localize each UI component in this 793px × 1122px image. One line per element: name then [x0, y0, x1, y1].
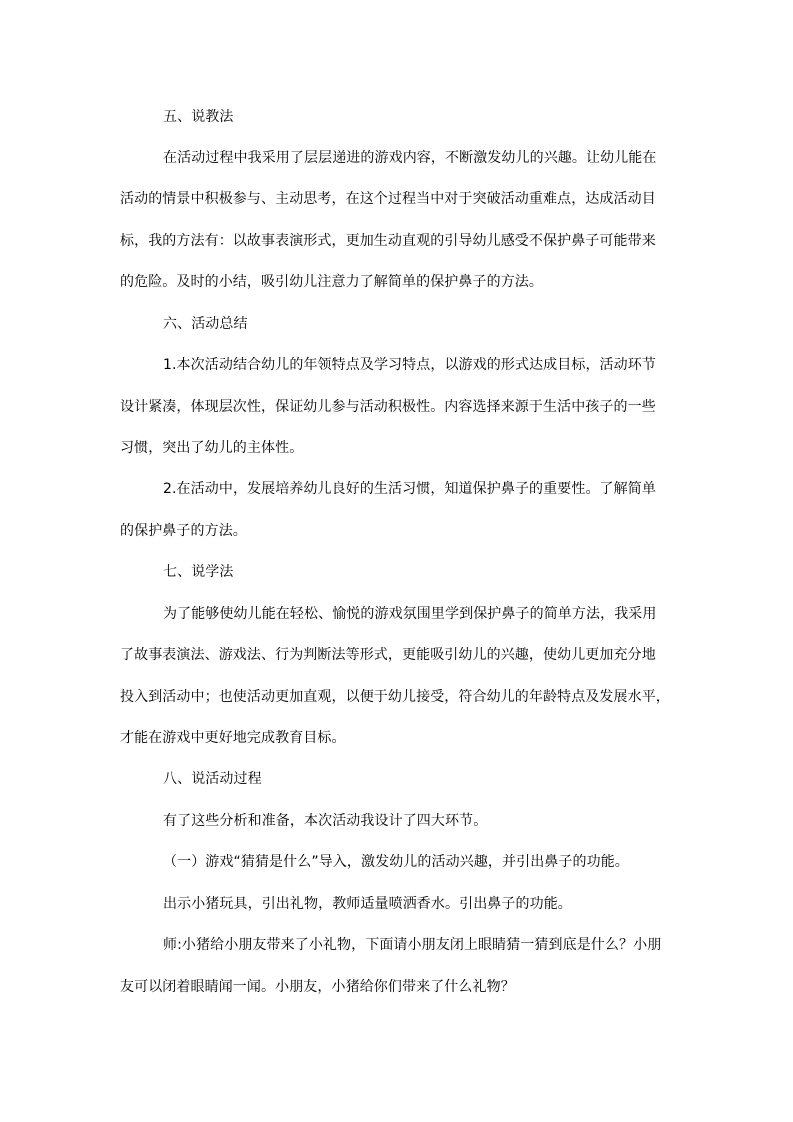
paragraph-line: 设计紧凑，体现层次性，保证幼儿参与活动积极性。内容选择来源于生活中孩子的一些: [120, 399, 656, 415]
paragraph-line: （一）游戏“猜猜是什么”导入，激发幼儿的活动兴趣，并引出鼻子的功能。: [163, 854, 629, 870]
paragraph-line: 的危险。及时的小结，吸引幼儿注意力了解简单的保护鼻子的方法。: [120, 274, 543, 290]
paragraph-line: 习惯，突出了幼儿的主体性。: [120, 440, 304, 456]
paragraph-line: 2.在活动中，发展培养幼儿良好的生活习惯，知道保护鼻子的重要性。了解简单: [163, 481, 656, 497]
heading-teaching-method: 五、说教法: [163, 109, 234, 125]
paragraph-line: 才能在游戏中更好地完成教育目标。: [120, 730, 346, 746]
paragraph-line: 出示小猪玩具，引出礼物，教师适量喷洒香水。引出鼻子的功能。: [163, 896, 572, 912]
paragraph-line: 友可以闭着眼睛闻一闻。小朋友，小猪给你们带来了什么礼物？: [120, 979, 515, 995]
paragraph-line: 了故事表演法、游戏法、行为判断法等形式，更能吸引幼儿的兴趣，使幼儿更加充分地: [120, 647, 656, 663]
paragraph-line: 1.本次活动结合幼儿的年领特点及学习特点，以游戏的形式达成目标，活动环节: [163, 357, 656, 373]
paragraph-line: 师:小猪给小朋友带来了小礼物，下面请小朋友闭上眼睛猜一猜到底是什么？小朋: [163, 937, 662, 953]
paragraph-line: 在活动过程中我采用了层层递进的游戏内容，不断激发幼儿的兴趣。让幼儿能在: [163, 150, 657, 166]
heading-activity-summary: 六、活动总结: [163, 316, 248, 332]
paragraph-line: 有了这些分析和准备，本次活动我设计了四大环节。: [163, 813, 488, 829]
heading-activity-process: 八、说活动过程: [163, 771, 262, 787]
paragraph-line: 活动的情景中积极参与、主动思考，在这个过程当中对于突破活动重难点，达成活动目: [120, 191, 656, 207]
paragraph-line: 的保护鼻子的方法。: [120, 523, 247, 539]
paragraph-line: 为了能够使幼儿能在轻松、愉悦的游戏氛围里学到保护鼻子的简单方法，我采用: [163, 606, 657, 622]
paragraph-line: 标，我的方法有：以故事表演形式，更加生动直观的引导幼儿感受不保护鼻子可能带来: [120, 233, 656, 249]
heading-learning-method: 七、说学法: [163, 564, 234, 580]
paragraph-line: 投入到活动中；也使活动更加直观，以便于幼儿接受，符合幼儿的年龄特点及发展水平，: [120, 689, 670, 705]
